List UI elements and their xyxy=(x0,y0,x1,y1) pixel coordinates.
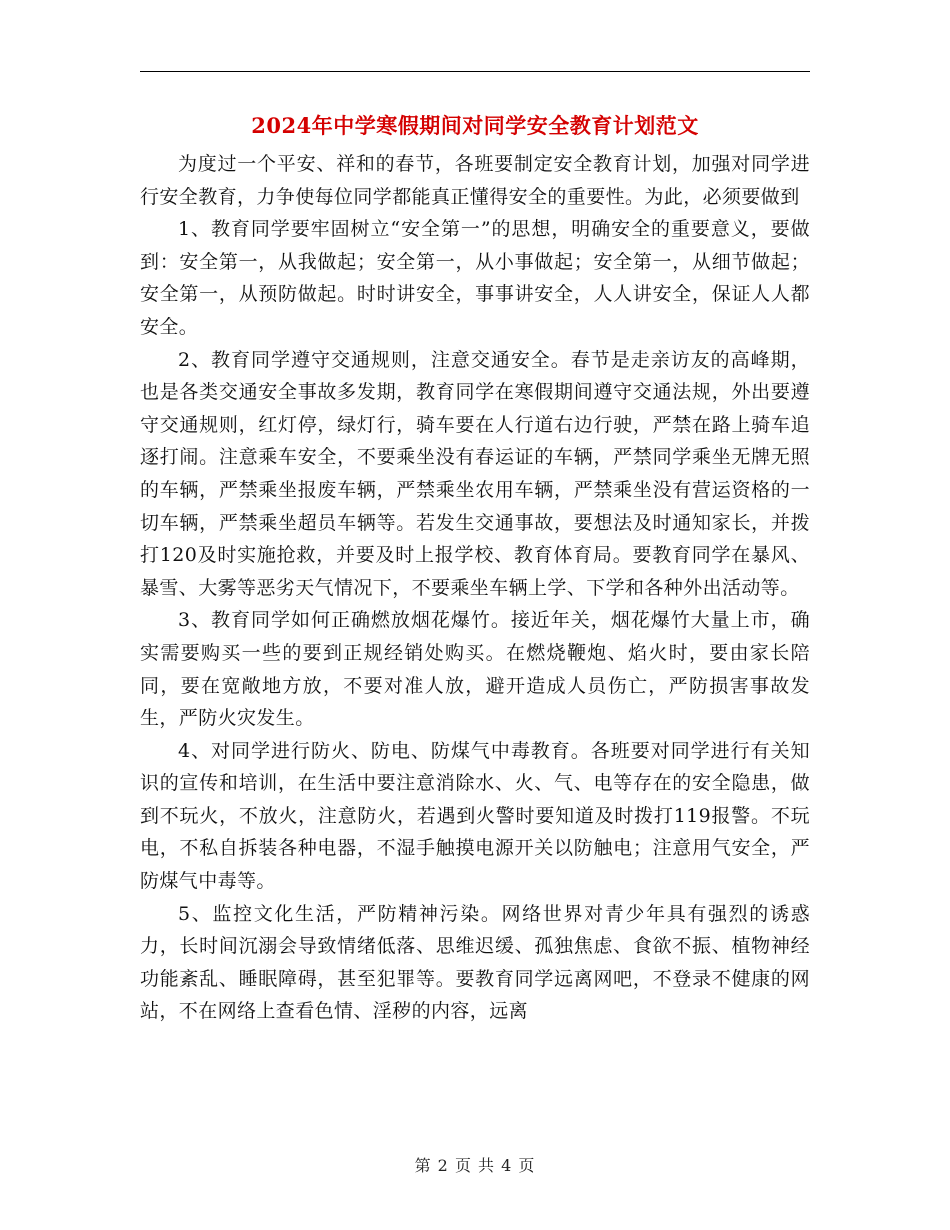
intro-paragraph: 为度过一个平安、祥和的春节，各班要制定安全教育计划，加强对同学进行安全教育，力争使每位同学都能真正懂得安全的重要性。为此，必须要做到 xyxy=(140,153,810,208)
header-rule xyxy=(140,71,810,72)
document-title: 2024年中学寒假期间对同学安全教育计划范文 xyxy=(251,113,699,138)
page-number: 第 2 页 共 4 页 xyxy=(414,1156,536,1175)
paragraph-2: 2、教育同学遵守交通规则，注意交通安全。春节是走亲访友的高峰期，也是各类交通安全事故多发期，教育同学在寒假期间遵守交通法规，外出要遵守交通规则，红灯停，绿灯行，骑车要在人行道右边行驶，严禁在路上骑车追逐打闹。注意乘车安全，不要乘坐没有春运证的车辆，严禁同学乘坐无牌无照的车辆，严禁乘坐报废车辆，严禁乘坐农用车辆，严禁乘坐没有营运资格的一切车辆，严禁乘坐超员车辆等。若发生交通事故，要想法及时通知家长，并拨打120及时实施抢救，并要及时上报学校、教育体育局。要教育同学在暴风、暴雪、大雾等恶劣天气情况下，不要乘坐车辆上学、下学和各种外出活动等。 xyxy=(140,348,810,599)
paragraph-5: 5、监控文化生活，严防精神污染。网络世界对青少年具有强烈的诱惑力，长时间沉溺会导致情绪低落、思维迟缓、孤独焦虑、食欲不振、植物神经功能紊乱、睡眠障碍，甚至犯罪等。要教育同学远离网吧，不登录不健康的网站，不在网络上查看色情、淫秽的内容，远离 xyxy=(140,902,810,1023)
document-body xyxy=(140,148,810,1028)
paragraph-4: 4、对同学进行防火、防电、防煤气中毒教育。各班要对同学进行有关知识的宣传和培训，在生活中要注意消除水、火、气、电等存在的安全隐患，做到不玩火，不放火，注意防火，若遇到火警时要知道及时拨打119报警。不玩电，不私自拆装各种电器，不湿手触摸电源开关以防触电；注意用气安全，严防煤气中毒等。 xyxy=(140,739,810,893)
paragraph-1: 1、教育同学要牢固树立“安全第一”的思想，明确安全的重要意义，要做到：安全第一，从我做起；安全第一，从小事做起；安全第一，从细节做起；安全第一，从预防做起。时时讲安全，事事讲安全，人人讲安全，保证人人都安全。 xyxy=(140,218,810,338)
paragraph-3: 3、教育同学如何正确燃放烟花爆竹。接近年关，烟花爆竹大量上市，确实需要购买一些的要到正规经销处购买。在燃烧鞭炮、焰火时，要由家长陪同，要在宽敞地方放，不要对准人放，避开造成人员伤亡，严防损害事故发生，严防火灾发生。 xyxy=(140,609,810,730)
